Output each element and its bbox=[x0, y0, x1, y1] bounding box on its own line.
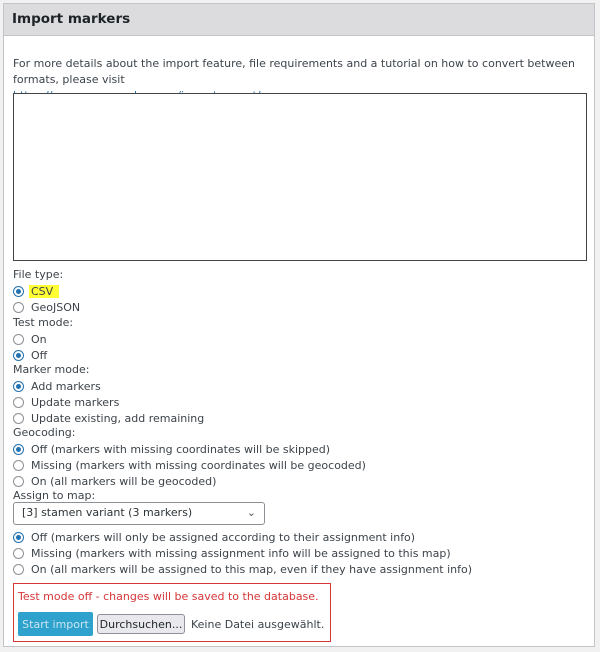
marker-mode-add-label: Add markers bbox=[31, 379, 101, 393]
assign-off-label: Off (markers will only be assigned according to their assignment info) bbox=[31, 530, 416, 544]
marker-mode-update-add-label: Update existing, add remaining bbox=[31, 411, 205, 425]
file-type-geojson-radio[interactable] bbox=[13, 302, 24, 313]
geocoding-on-option[interactable] bbox=[13, 473, 216, 489]
assign-off-radio[interactable] bbox=[13, 532, 24, 543]
test-mode-off-radio[interactable] bbox=[13, 350, 24, 361]
marker-mode-update-label: Update markers bbox=[31, 395, 120, 409]
marker-mode-update-add-option[interactable] bbox=[13, 410, 204, 426]
test-mode-off-label: Off bbox=[31, 348, 48, 362]
geocoding-off-radio[interactable] bbox=[13, 444, 24, 455]
browse-file-button[interactable]: Durchsuchen... bbox=[97, 614, 185, 634]
test-mode-notice-box bbox=[13, 583, 331, 642]
test-mode-on-label: On bbox=[31, 332, 47, 346]
file-type-geojson-option[interactable] bbox=[13, 299, 80, 315]
intro-description: For more details about the import feature, file requirements and a tutorial on how to convert between formats, please visit bbox=[13, 57, 575, 86]
file-status-text: Keine Datei ausgewählt. bbox=[191, 618, 325, 631]
test-mode-notice-text: Test mode off - changes will be saved to the database. bbox=[18, 590, 319, 603]
start-import-button[interactable]: Start import bbox=[18, 612, 93, 636]
assign-missing-label: Missing (markers with missing assignment info will be assigned to this map) bbox=[31, 546, 451, 560]
panel-header bbox=[4, 4, 594, 36]
file-type-csv-radio[interactable] bbox=[13, 286, 24, 297]
panel-title: Import markers bbox=[12, 11, 131, 27]
geocoding-missing-radio[interactable] bbox=[13, 460, 24, 471]
test-mode-on-radio[interactable] bbox=[13, 334, 24, 345]
test-mode-label: Test mode: bbox=[13, 316, 74, 329]
import-markers-panel bbox=[3, 3, 595, 647]
assign-map-select[interactable] bbox=[13, 502, 265, 525]
marker-mode-update-option[interactable] bbox=[13, 394, 119, 410]
file-type-csv-label: CSV bbox=[29, 285, 59, 298]
geocoding-off-option[interactable] bbox=[13, 441, 330, 457]
marker-mode-update-add-radio[interactable] bbox=[13, 413, 24, 424]
geocoding-on-radio[interactable] bbox=[13, 476, 24, 487]
test-mode-off-option[interactable] bbox=[13, 347, 47, 363]
marker-mode-update-radio[interactable] bbox=[13, 397, 24, 408]
assign-map-selected-value: [3] stamen variant (3 markers) bbox=[22, 506, 193, 519]
geocoding-off-label: Off (markers with missing coordinates will be skipped) bbox=[31, 442, 331, 456]
marker-mode-add-option[interactable] bbox=[13, 378, 101, 394]
test-mode-on-option[interactable] bbox=[13, 331, 47, 347]
marker-mode-add-radio[interactable] bbox=[13, 381, 24, 392]
chevron-down-icon: ⌄ bbox=[246, 506, 256, 519]
assign-on-option[interactable] bbox=[13, 561, 472, 577]
import-preview-area[interactable] bbox=[13, 93, 587, 261]
assign-on-radio[interactable] bbox=[13, 564, 24, 575]
marker-mode-label: Marker mode: bbox=[13, 363, 90, 376]
geocoding-on-label: On (all markers will be geocoded) bbox=[31, 474, 217, 488]
assign-missing-radio[interactable] bbox=[13, 548, 24, 559]
assign-on-label: On (all markers will be assigned to this map, even if they have assignment info) bbox=[31, 562, 473, 576]
assign-to-map-label: Assign to map: bbox=[13, 489, 96, 502]
file-type-csv-option[interactable] bbox=[13, 283, 59, 299]
file-type-geojson-label: GeoJSON bbox=[31, 300, 81, 314]
geocoding-label: Geocoding: bbox=[13, 426, 76, 439]
geocoding-missing-label: Missing (markers with missing coordinates will be geocoded) bbox=[31, 458, 366, 472]
file-type-label: File type: bbox=[13, 268, 64, 281]
assign-off-option[interactable] bbox=[13, 529, 415, 545]
assign-missing-option[interactable] bbox=[13, 545, 451, 561]
geocoding-missing-option[interactable] bbox=[13, 457, 366, 473]
